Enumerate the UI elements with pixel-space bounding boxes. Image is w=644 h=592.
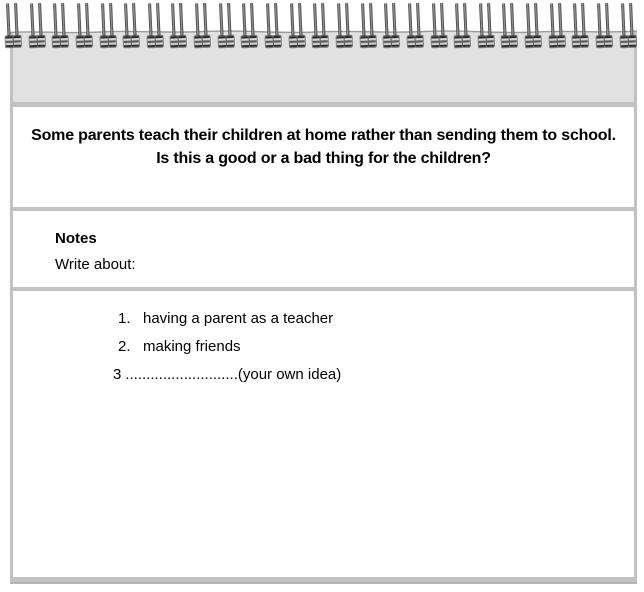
- spiral-wire: [242, 3, 246, 36]
- list-item-number: 2.: [118, 338, 131, 355]
- spiral-wire: [298, 3, 302, 36]
- spiral-wire: [85, 3, 89, 36]
- list-item-number: 3: [113, 366, 122, 383]
- spiral-wire: [124, 3, 128, 36]
- spiral-wire: [629, 3, 633, 36]
- spiral-ring-icon: [597, 3, 610, 47]
- spiral-ring-icon: [432, 3, 445, 47]
- spiral-wire: [148, 3, 152, 36]
- spiral-wire: [321, 3, 325, 36]
- spiral-ring-icon: [408, 3, 421, 47]
- spiral-ring-icon: [266, 3, 279, 47]
- spiral-ring-icon: [148, 3, 161, 47]
- spiral-wire: [195, 3, 199, 36]
- spiral-ring-icon: [77, 3, 90, 47]
- spiral-wire: [290, 3, 294, 36]
- spiral-ring-icon: [242, 3, 255, 47]
- spiral-wire: [6, 3, 10, 36]
- list-item: [118, 308, 624, 330]
- spiral-wire: [463, 3, 467, 36]
- spiral-ring-icon: [290, 3, 303, 47]
- spiral-ring-icon: [101, 3, 114, 47]
- spiral-wire: [53, 3, 57, 36]
- spiral-wire: [479, 3, 483, 36]
- spiral-wire: [416, 3, 420, 36]
- notes-box: [13, 211, 634, 287]
- spiral-wire: [432, 3, 436, 36]
- spiral-ring-icon: [53, 3, 66, 47]
- spiral-ring-icon: [361, 3, 374, 47]
- spiral-wire: [503, 3, 507, 36]
- spiral-ring-icon: [172, 3, 185, 47]
- list-item-text: having a parent as a teacher: [143, 310, 334, 327]
- spiral-ring-icon: [124, 3, 137, 47]
- spiral-ring-icon: [219, 3, 232, 47]
- spiral-ring-icon: [479, 3, 492, 47]
- spiral-wire: [250, 3, 254, 36]
- spiral-wire: [440, 3, 444, 36]
- spiral-wire: [101, 3, 105, 36]
- list-item: [118, 336, 624, 358]
- spiral-wire: [526, 3, 530, 36]
- spiral-wire: [558, 3, 562, 36]
- spiral-wire: [203, 3, 207, 36]
- spiral-wire: [77, 3, 81, 36]
- spiral-wire: [581, 3, 585, 36]
- spiral-ring-icon: [30, 3, 43, 47]
- spiral-wire: [219, 3, 223, 36]
- spiral-wire: [369, 3, 373, 36]
- spiral-wire: [573, 3, 577, 36]
- spiral-wire: [274, 3, 278, 36]
- spiral-wire: [14, 3, 18, 36]
- spiral-ring-icon: [526, 3, 539, 47]
- spiral-ring-icon: [455, 3, 468, 47]
- list-item-number: 1.: [118, 310, 131, 327]
- spiral-ring-icon: [195, 3, 208, 47]
- spiral-ring-icon: [6, 3, 19, 47]
- spiral-wire: [511, 3, 515, 36]
- spiral-wire: [455, 3, 459, 36]
- notebook-sheet: [10, 31, 637, 584]
- spiral-wire: [392, 3, 396, 36]
- spiral-ring-icon: [621, 3, 634, 47]
- list-item-text: making friends: [143, 338, 241, 355]
- spiral-ring-icon: [573, 3, 586, 47]
- spiral-wire: [534, 3, 538, 36]
- spiral-wire: [38, 3, 42, 36]
- spiral-wire: [408, 3, 412, 36]
- spiral-wire: [61, 3, 65, 36]
- spiral-ring-icon: [313, 3, 326, 47]
- spiral-wire: [384, 3, 388, 36]
- list-item-text: ...........................(your own idea): [125, 366, 342, 383]
- spiral-wire: [132, 3, 136, 36]
- spiral-ring-icon: [384, 3, 397, 47]
- spiral-wire: [109, 3, 113, 36]
- spiral-wire: [337, 3, 341, 36]
- spiral-binding: [8, 3, 634, 49]
- spiral-ring-icon: [550, 3, 563, 47]
- spiral-wire: [621, 3, 625, 36]
- spiral-wire: [180, 3, 184, 36]
- spiral-wire: [597, 3, 601, 36]
- spiral-wire: [550, 3, 554, 36]
- spiral-wire: [227, 3, 231, 36]
- spiral-wire: [156, 3, 160, 36]
- prompt-line-1: Some parents teach their children at home rather than sending them to school.: [31, 127, 616, 144]
- prompt-box: [13, 107, 634, 207]
- prompt-line-2: Is this a good or a bad thing for the children?: [156, 150, 491, 167]
- spiral-wire: [313, 3, 317, 36]
- spiral-wire: [487, 3, 491, 36]
- spiral-wire: [30, 3, 34, 36]
- spiral-ring-icon: [337, 3, 350, 47]
- spiral-wire: [172, 3, 176, 36]
- notes-heading: Notes: [55, 230, 97, 247]
- spiral-wire: [361, 3, 365, 36]
- notes-subheading: Write about:: [55, 256, 136, 273]
- spiral-wire: [266, 3, 270, 36]
- spiral-wire: [345, 3, 349, 36]
- list-box: [13, 291, 634, 577]
- list-item: [113, 364, 624, 386]
- spiral-wire: [605, 3, 609, 36]
- spiral-ring-icon: [503, 3, 516, 47]
